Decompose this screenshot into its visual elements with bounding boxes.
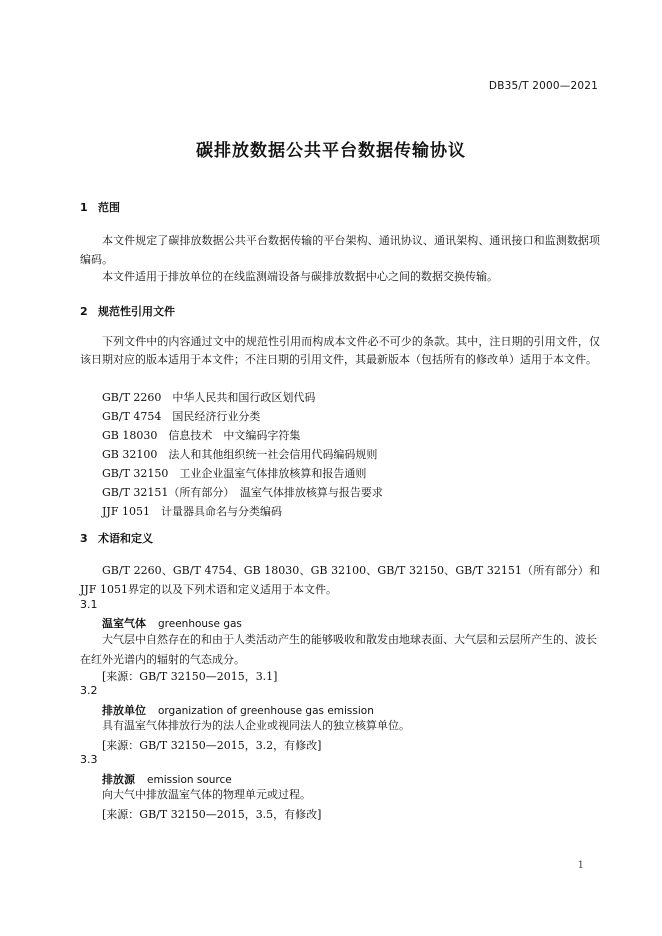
reference-item: GB 18030 信息技术 中文编码字符集: [102, 429, 301, 442]
reference-item: GB/T 2260 中华人民共和国行政区划代码: [102, 391, 316, 404]
page-number: 1: [577, 860, 584, 871]
reference-item: GB/T 4754 国民经济行业分类: [102, 410, 261, 423]
term-name-en: emission source: [147, 774, 232, 786]
document-title: 碳排放数据公共平台数据传输协议: [196, 141, 466, 161]
term-number: 3.2: [80, 684, 98, 697]
term-3-1: [102, 615, 242, 631]
term-name-zh: 排放源: [102, 773, 135, 786]
reference-item: GB/T 32150 工业企业温室气体排放核算和报告通则: [102, 467, 367, 480]
section-title: 范围: [98, 201, 120, 214]
term-definition: 向大气中排放温室气体的物理单元或过程。: [102, 788, 311, 801]
section-1-heading: [80, 199, 120, 215]
reference-item: GB/T 32151（所有部分） 温室气体排放核算与报告要求: [102, 486, 383, 499]
section-1-paragraph-1: 本文件规定了碳排放数据公共平台数据传输的平台架构、通讯协议、通讯架构、通讯接口和监测数据项编码。: [80, 234, 600, 266]
section-2-intro: 下列文件中的内容通过文中的规范性引用而构成本文件必不可少的条款。其中，注日期的引用文件，仅该日期对应的版本适用于本文件；不注日期的引用文件，其最新版本（包括所有的修改单）适用于本文件。: [80, 335, 600, 366]
term-name-en: greenhouse gas: [158, 618, 242, 630]
term-definition: 大气层中自然存在的和由于人类活动产生的能够吸收和散发由地球表面、大气层和云层所产生的、波长在红外光谱内的辐射的气态成分。: [80, 633, 597, 666]
term-source: [来源：GB/T 32150—2015，3.2，有修改]: [102, 739, 322, 752]
reference-item: JJF 1051 计量器具命名与分类编码: [102, 505, 282, 518]
section-number: 2: [80, 305, 88, 318]
term-name-zh: 排放单位: [102, 704, 146, 717]
section-title: 规范性引用文件: [98, 305, 175, 318]
term-source: [来源：GB/T 32150—2015，3.1]: [102, 670, 278, 683]
document-code: DB35/T 2000—2021: [488, 80, 598, 92]
section-number: 3: [80, 532, 88, 545]
section-3-heading: [80, 530, 153, 546]
section-2-heading: [80, 303, 175, 319]
section-title: 术语和定义: [98, 532, 153, 545]
term-name-en: organization of greenhouse gas emission: [158, 705, 374, 717]
term-source: [来源：GB/T 32150—2015，3.5，有修改]: [102, 808, 322, 821]
section-number: 1: [80, 201, 88, 214]
term-number: 3.3: [80, 753, 98, 766]
section-3-intro: GB/T 2260、GB/T 4754、GB 18030、GB 32100、GB/T 32150、GB/T 32151（所有部分）和JJF 1051界定的以及下列术语和定义适用于本文件。: [80, 564, 600, 596]
term-name-zh: 温室气体: [102, 617, 146, 630]
section-1-paragraph-2: 本文件适用于排放单位的在线监测端设备与碳排放数据中心之间的数据交换传输。: [102, 270, 498, 283]
reference-item: GB 32100 法人和其他组织统一社会信用代码编码规则: [102, 448, 378, 461]
term-definition: 具有温室气体排放行为的法人企业或视同法人的独立核算单位。: [102, 719, 410, 732]
term-number: 3.1: [80, 598, 98, 611]
